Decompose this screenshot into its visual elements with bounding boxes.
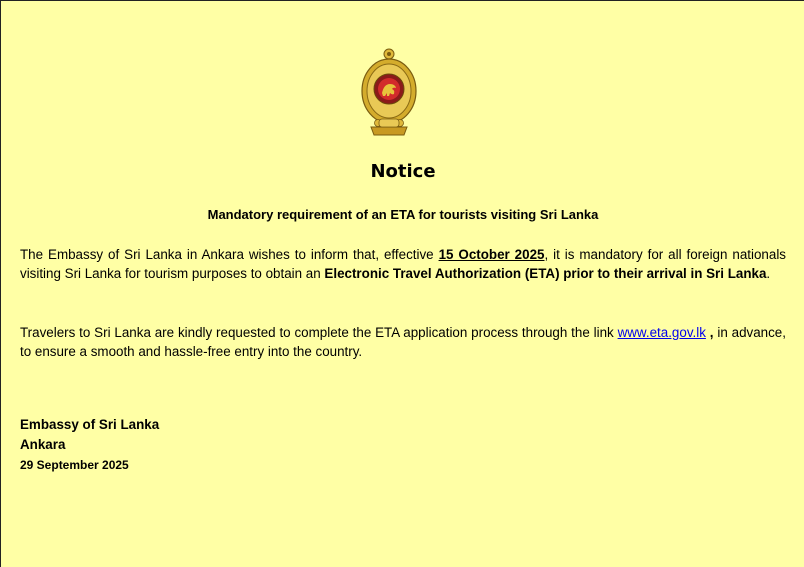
signature-date: 29 September 2025 <box>20 458 129 472</box>
p1-text-a: The Embassy of Sri Lanka in Ankara wishes to inform that, effective <box>20 247 439 262</box>
notice-subtitle: Mandatory requirement of an ETA for tourists visiting Sri Lanka <box>207 207 599 222</box>
p1-bold-requirement: Electronic Travel Authorization (ETA) prior to their arrival in Sri Lanka <box>324 266 767 281</box>
p1-text-b: , it is mandatory for all foreign nationals visiting Sri Lanka for tourism purposes to obtain an <box>20 247 786 281</box>
p1-text-c: . <box>766 266 771 281</box>
signature-city: Ankara <box>20 437 66 452</box>
effective-date: 15 October 2025 <box>438 247 545 262</box>
p2-comma: , <box>705 325 714 340</box>
paragraph-eta-requirement <box>20 245 786 283</box>
notice-title: Notice <box>370 161 436 182</box>
sri-lanka-emblem <box>357 47 421 139</box>
p2-text-a: Travelers to Sri Lanka are kindly requested to complete the ETA application process through the link <box>20 325 618 340</box>
sri-lanka-national-emblem-icon <box>357 47 421 139</box>
signature-organization: Embassy of Sri Lanka <box>20 417 160 432</box>
p2-text-b: in advance, to ensure a smooth and hassle-free entry into the country. <box>20 325 786 359</box>
eta-website-link[interactable]: www.eta.gov.lk <box>617 325 706 340</box>
paragraph-eta-application <box>20 323 786 361</box>
